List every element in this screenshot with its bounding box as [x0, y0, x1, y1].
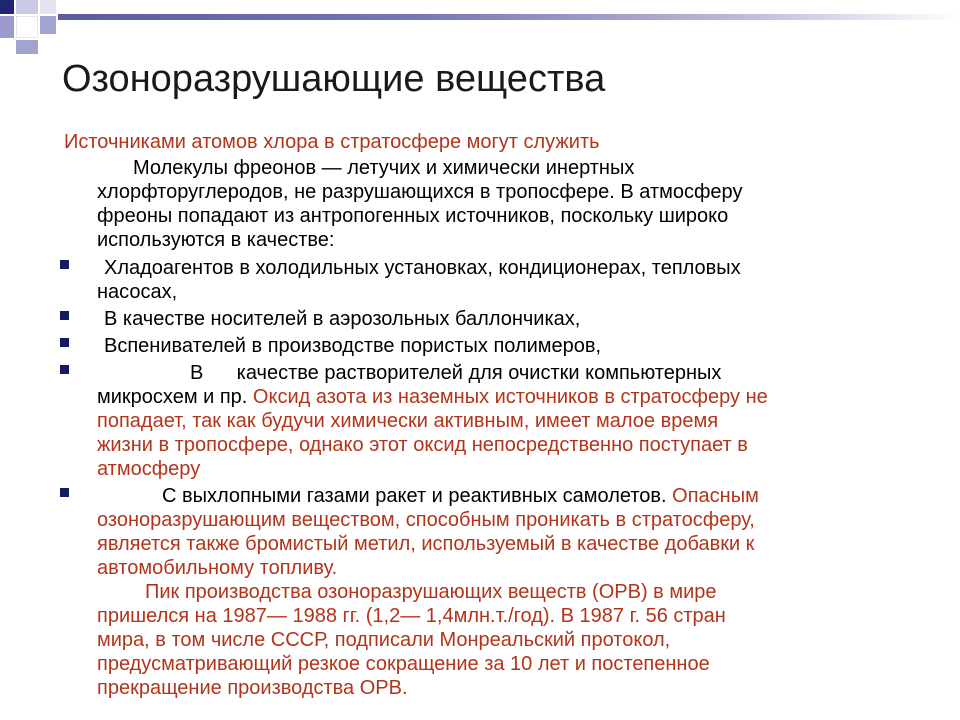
- bullet-text-black: С выхлопными газами ракет и реактивных самолетов.: [162, 485, 673, 507]
- bullet-text: насосах,: [97, 281, 178, 303]
- bullet-text: В качестве растворителей для очистки компьютерных: [190, 362, 722, 384]
- bullet-square: [60, 338, 69, 347]
- bullet-text: Хладоагентов в холодильных установках, кондиционерах, тепловых: [104, 257, 741, 279]
- paragraph-line: используются в качестве:: [97, 229, 335, 251]
- bullet-square: [60, 365, 69, 374]
- bullet-text-red: Оксид азота из наземных источников в стратосферу не: [252, 386, 768, 408]
- bullet-square: [60, 488, 69, 497]
- bullet-text: Вспенивателей в производстве пористых полимеров,: [104, 335, 602, 357]
- bullet-text-red: атмосферу: [97, 458, 201, 480]
- paragraph-line: Молекулы фреонов — летучих и химически инертных: [133, 157, 635, 179]
- paragraph-line: фреоны попадают из антропогенных источников, поскольку широко: [97, 205, 729, 227]
- bullet-text-black: микросхем и пр.: [97, 386, 253, 408]
- slide-title: Озоноразрушающие вещества: [62, 58, 606, 100]
- bullet-square: [60, 260, 69, 269]
- paragraph-line: хлорфторуглеродов, не разрушающихся в тропосфере. В атмосферу: [97, 181, 743, 203]
- bullet-text-red: является также бромистый метил, используемый в качестве добавки к: [97, 533, 755, 555]
- closing-line: мира, в том числе СССР, подписали Монреальский протокол,: [97, 629, 671, 651]
- bullet-text: [162, 484, 759, 508]
- bullet-text-red: автомобильному топливу.: [97, 557, 338, 579]
- closing-line: предусматривающий резкое сокращение за 10 лет и постепенное: [97, 653, 710, 675]
- closing-line: прекращение производства ОРВ.: [97, 677, 408, 699]
- closing-line: пришелся на 1987— 1988 гг. (1,2— 1,4млн.т./год). В 1987 г. 56 стран: [97, 605, 726, 627]
- closing-line: Пик производства озоноразрушающих веществ (ОРВ) в мире: [145, 581, 717, 603]
- bullet-square: [60, 311, 69, 320]
- bullet-text-red: жизни в тропосфере, однако этот оксид непосредственно поступает в: [97, 434, 748, 456]
- bullet-text: [97, 385, 768, 409]
- bullet-text: В качестве носителей в аэрозольных баллончиках,: [104, 308, 581, 330]
- bullet-text-red: попадает, так как будучи химически активным, имеет малое время: [97, 410, 719, 432]
- intro-text: Источниками атомов хлора в стратосфере могут служить: [64, 131, 600, 153]
- bullet-text-red: Опасным: [672, 485, 759, 507]
- bullet-text-red: озоноразрушающим веществом, способным проникать в стратосферу,: [97, 509, 755, 531]
